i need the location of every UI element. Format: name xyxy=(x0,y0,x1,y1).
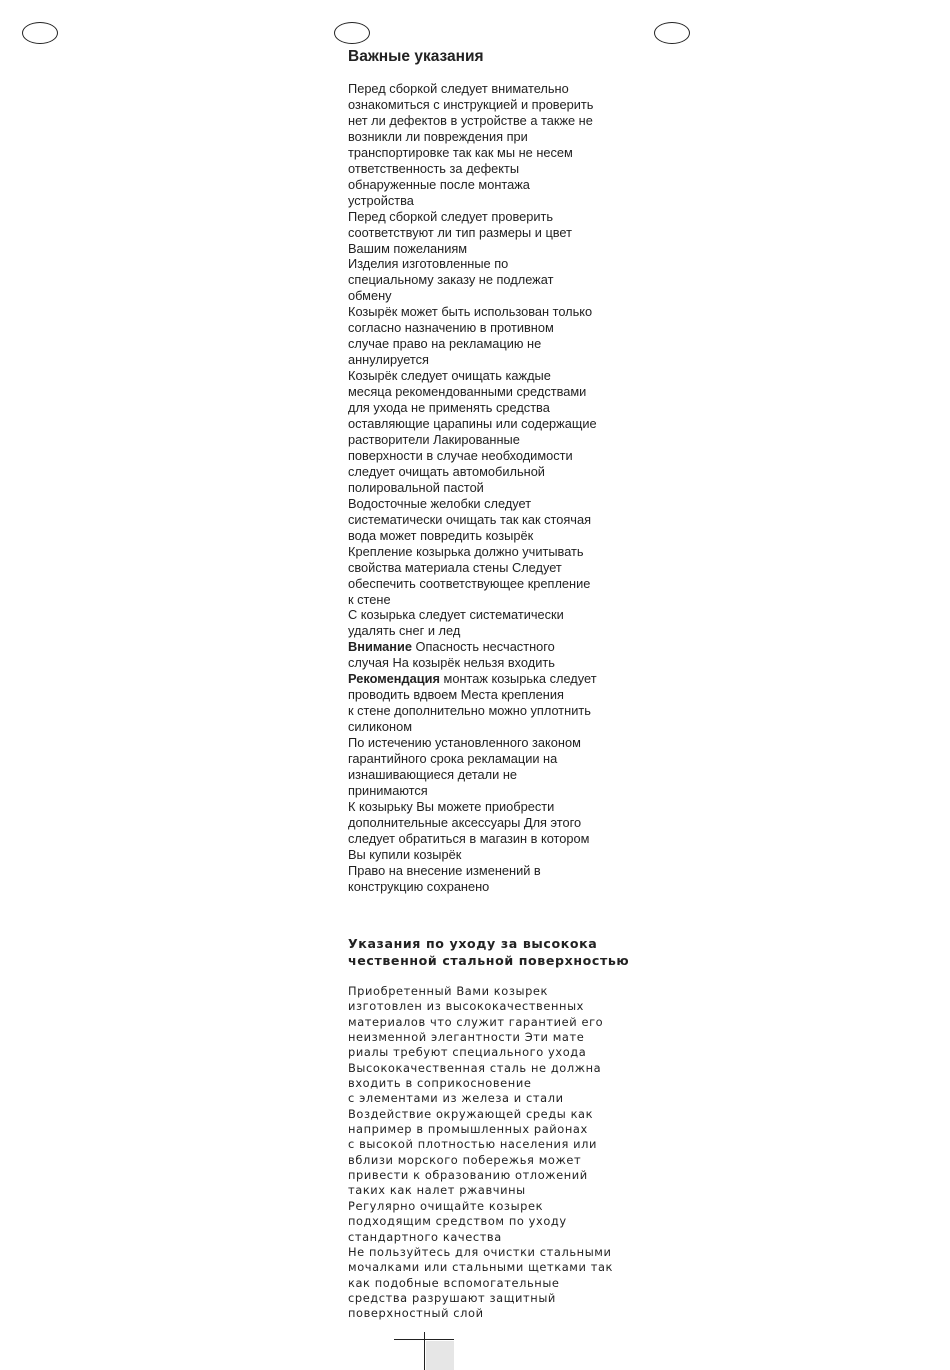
text-line: принимаются xyxy=(348,782,428,798)
warning-line xyxy=(348,639,623,655)
important-notes-title: Важные указания xyxy=(348,48,484,65)
gray-swatch xyxy=(426,1341,454,1370)
text-line: возникли ли повреждения при xyxy=(348,128,528,144)
text-line: удалять снег и лед xyxy=(348,623,461,639)
text-line: С козырька следует систематически xyxy=(348,607,564,623)
text-line: входить в соприкосновение xyxy=(348,1076,532,1091)
warning-text: Опасность несчастного xyxy=(411,639,555,655)
text-line: риалы требуют специального ухода xyxy=(348,1045,587,1060)
warning-label: Внимание xyxy=(348,639,412,655)
text-line: следует очищать автомобильной xyxy=(348,463,545,479)
registration-mark-left xyxy=(22,22,58,44)
text-line: согласно назначению в противном xyxy=(348,320,554,336)
text-line: ответственность за дефекты xyxy=(348,160,520,176)
steel-care-body xyxy=(348,984,623,1322)
text-line: например в промышленных районах xyxy=(348,1122,588,1137)
text-line: Не пользуйтесь для очистки стальными xyxy=(348,1244,612,1259)
text-line: вода может повредить козырёк xyxy=(348,527,534,543)
text-line: нет ли дефектов в устройстве а также не xyxy=(348,112,593,128)
steel-care-section xyxy=(348,935,630,1322)
recommendation-line xyxy=(348,671,623,687)
text-line: дополнительные аксессуары Для этого xyxy=(348,814,582,830)
text-line: растворители Лакированные xyxy=(348,431,520,447)
text-line: изготовлен из высококачественных xyxy=(348,999,584,1014)
text-line: Регулярно очищайте козырек xyxy=(348,1198,544,1213)
important-notes-section xyxy=(348,47,623,895)
text-line: к стене дополнительно можно уплотнить xyxy=(348,703,591,719)
text-line: Крепление козырька должно учитывать xyxy=(348,543,584,559)
text-line: случая На козырёк нельзя входить xyxy=(348,655,555,671)
text-line: материалов что служит гарантией его xyxy=(348,1014,604,1029)
text-line: конструкцию сохранено xyxy=(348,878,490,894)
text-line: Приобретенный Вами козырек xyxy=(348,984,549,998)
text-line: аннулируется xyxy=(348,352,429,368)
steel-care-title-line: чественной стальной поверхностью xyxy=(348,953,630,968)
text-line: Вашим пожеланиям xyxy=(348,240,468,256)
text-line: следует обратиться в магазин в котором xyxy=(348,830,590,846)
text-line: с высокой плотностью населения или xyxy=(348,1137,598,1152)
text-line: Вы купили козырёк xyxy=(348,846,462,862)
text-line: оставляющие царапины или содержащие xyxy=(348,416,597,432)
text-line: Изделия изготовленные по xyxy=(348,256,509,272)
recommendation-label: Рекомендация xyxy=(348,671,440,687)
text-line: силиконом xyxy=(348,719,413,735)
text-line: случае право на рекламацию не xyxy=(348,336,542,352)
text-line: средства разрушают защитный xyxy=(348,1290,556,1305)
text-line: мочалками или стальными щетками так xyxy=(348,1260,614,1275)
text-line: вблизи морского побережья может xyxy=(348,1152,582,1167)
text-line: гарантийного срока рекламации на xyxy=(348,751,558,767)
text-line: привести к образованию отложений xyxy=(348,1168,588,1183)
text-line: обмену xyxy=(348,288,392,304)
registration-mark-right xyxy=(654,22,690,44)
text-line: обнаруженные после монтажа xyxy=(348,176,530,192)
steel-care-title-line: Указания по уходу за высокока xyxy=(348,936,598,951)
text-line: Перед сборкой следует проверить xyxy=(348,208,554,224)
text-line: подходящим средством по уходу xyxy=(348,1214,567,1229)
text-line: устройства xyxy=(348,192,414,208)
text-line: неизменной элегантности Эти мате xyxy=(348,1030,585,1045)
text-line: как подобные вспомогательные xyxy=(348,1275,560,1290)
text-line: с элементами из железа и стали xyxy=(348,1091,564,1106)
text-line: Право на внесение изменений в xyxy=(348,862,541,878)
crop-mark-vertical xyxy=(424,1332,425,1370)
text-line: для ухода не применять средства xyxy=(348,400,550,416)
text-line: стандартного качества xyxy=(348,1229,502,1244)
text-line: Козырёк следует очищать каждые xyxy=(348,368,551,384)
text-line: По истечению установленного законом xyxy=(348,735,581,751)
text-line: Высококачественная сталь не должна xyxy=(348,1060,602,1075)
text-line: соответствуют ли тип размеры и цвет xyxy=(348,224,572,240)
text-line: проводить вдвоем Места крепления xyxy=(348,687,564,703)
recommendation-text: монтаж козырька следует xyxy=(439,671,597,687)
text-line: систематически очищать так как стоячая xyxy=(348,511,592,527)
text-line: Воздействие окружающей среды как xyxy=(348,1106,594,1121)
text-line: таких как налет ржавчины xyxy=(348,1183,526,1198)
text-line: К козырьку Вы можете приобрести xyxy=(348,798,555,814)
text-line: Перед сборкой следует внимательно xyxy=(348,81,569,96)
text-line: поверхностный слой xyxy=(348,1306,484,1321)
text-line: специальному заказу не подлежат xyxy=(348,272,554,288)
text-line: месяца рекомендованными средствами xyxy=(348,384,587,400)
important-notes-body xyxy=(348,81,623,895)
text-line: Козырёк может быть использован только xyxy=(348,304,593,320)
text-line: свойства материала стены Следует xyxy=(348,559,562,575)
text-line: к стене xyxy=(348,591,391,607)
steel-care-title xyxy=(348,935,630,969)
text-line: ознакомиться с инструкцией и проверить xyxy=(348,96,594,112)
text-line: Водосточные желобки следует xyxy=(348,495,532,511)
registration-mark-center xyxy=(334,22,370,44)
text-line: транспортировке так как мы не несем xyxy=(348,144,573,160)
text-line: поверхности в случае необходимости xyxy=(348,447,573,463)
text-line: полировальной пастой xyxy=(348,479,484,495)
text-line: обеспечить соответствующее крепление xyxy=(348,575,591,591)
text-line: изнашивающиеся детали не xyxy=(348,766,518,782)
